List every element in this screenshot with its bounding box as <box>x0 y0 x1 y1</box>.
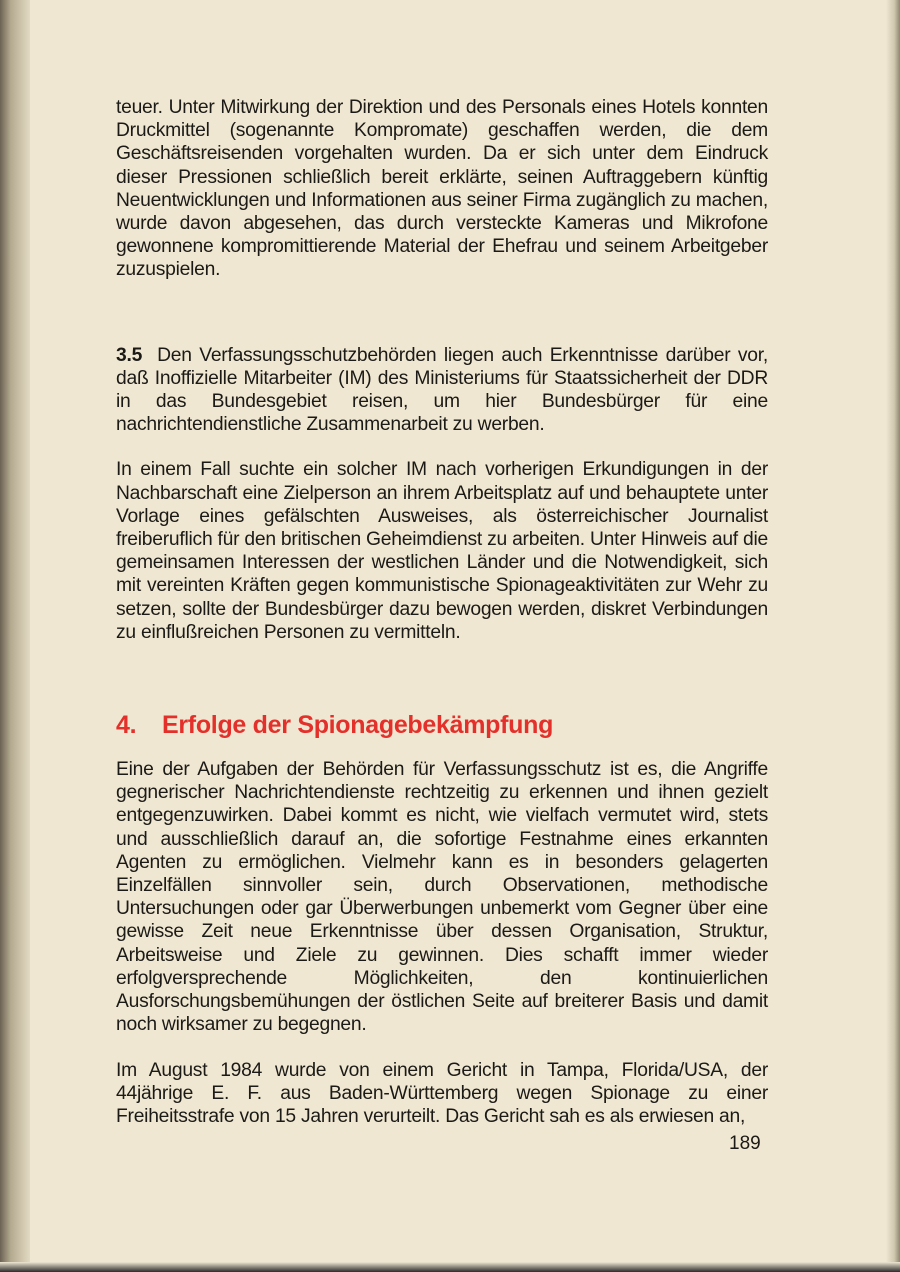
section-number: 3.5 <box>116 344 143 366</box>
paragraph-im-case: In einem Fall suchte ein solcher IM nach vorherigen Erkundigungen in der Nachbarschaft eine Zielperson an ihrem Arbeitsplatz auf und behauptete unter Vorlage eines gefälschten Ausweises, als österreichischer Journalist freiberuflich für den britischen Geheimdienst zu arbeiten. Unter Hinweis auf die gemeinsamen Interessen der westlichen Länder und die Notwendigkeit, sich mit vereinten Kräften gegen kommunistische Spionageaktivitäten zur Wehr zu setzen, sollte der Bundesbürger dazu bewogen werden, diskret Verbindungen zu einflußreichen Personen zu vermitteln. <box>116 459 768 643</box>
section-3-5-paragraph <box>116 344 768 437</box>
paragraph-continued: teuer. Unter Mitwirkung der Direktion und des Personals eines Hotels konnten Druckmittel (sogenannte Kompromate) geschaffen werden, die dem Geschäftsreisenden vorgehalten wurden. Da er sich unter dem Eindruck dieser Pressionen schließlich bereit erklärte, seinen Auftraggebern künftig Neuentwicklungen und Informationen aus seiner Firma zugänglich zu machen, wurde davon abgesehen, das durch versteckte Kameras und Mikrofone gewonnene kompromittierende Material der Ehefrau und seinem Arbeitgeber zuzuspielen. <box>116 97 768 281</box>
section-3-5-text: Den Verfassungsschutzbehörden liegen auch Erkenntnisse darüber vor, daß Inoffizielle Mitarbeiter (IM) des Ministeriums für Staatssicherheit der DDR in das Bundesgebiet reisen, um hier Bundesbürger für eine nachrichtendienstliche Zusammenarbeit zu werben. <box>116 344 768 436</box>
chapter-title: Erfolge der Spionagebekämpfung <box>162 711 554 740</box>
page-number: 189 <box>729 1133 761 1154</box>
page-edge-bottom <box>0 1262 900 1272</box>
chapter-heading <box>116 710 768 740</box>
page-body <box>116 96 768 1128</box>
book-spine-shadow <box>0 0 30 1272</box>
page-edge-right <box>886 0 900 1272</box>
paragraph-tampa-case: Im August 1984 wurde von einem Gericht in Tampa, Florida/USA, der 44jährige E. F. aus Baden-Württemberg wegen Spionage zu einer Freiheitsstrafe von 15 Jahren verurteilt. Das Gericht sah es als erwiesen an, <box>116 1059 768 1127</box>
paragraph-tasks: Eine der Aufgaben der Behörden für Verfassungsschutz ist es, die Angriffe gegnerischer Nachrichtendienste rechtzeitig zu erkennen und ihnen gezielt entgegenzuwirken. Dabei kommt es nicht, wie vielfach vermutet wird, stets und ausschließlich darauf an, die sofortige Festnahme eines erkannten Agenten zu ermöglichen. Vielmehr kann es in besonders gelagerten Einzelfällen sinnvoller sein, durch Observationen, methodische Untersuchungen oder gar Überwerbungen unbemerkt vom Gegner über eine gewisse Zeit neue Erkenntnisse über dessen Organisation, Struktur, Arbeitsweise und Ziele zu gewinnen. Dies schafft immer wieder erfolgversprechende Möglichkeiten, den kontinuierlichen Ausforschungsbemühungen der östlichen Seite auf breiterer Basis und damit noch wirksamer zu begegnen. <box>116 759 768 1036</box>
chapter-number: 4. <box>116 711 137 740</box>
